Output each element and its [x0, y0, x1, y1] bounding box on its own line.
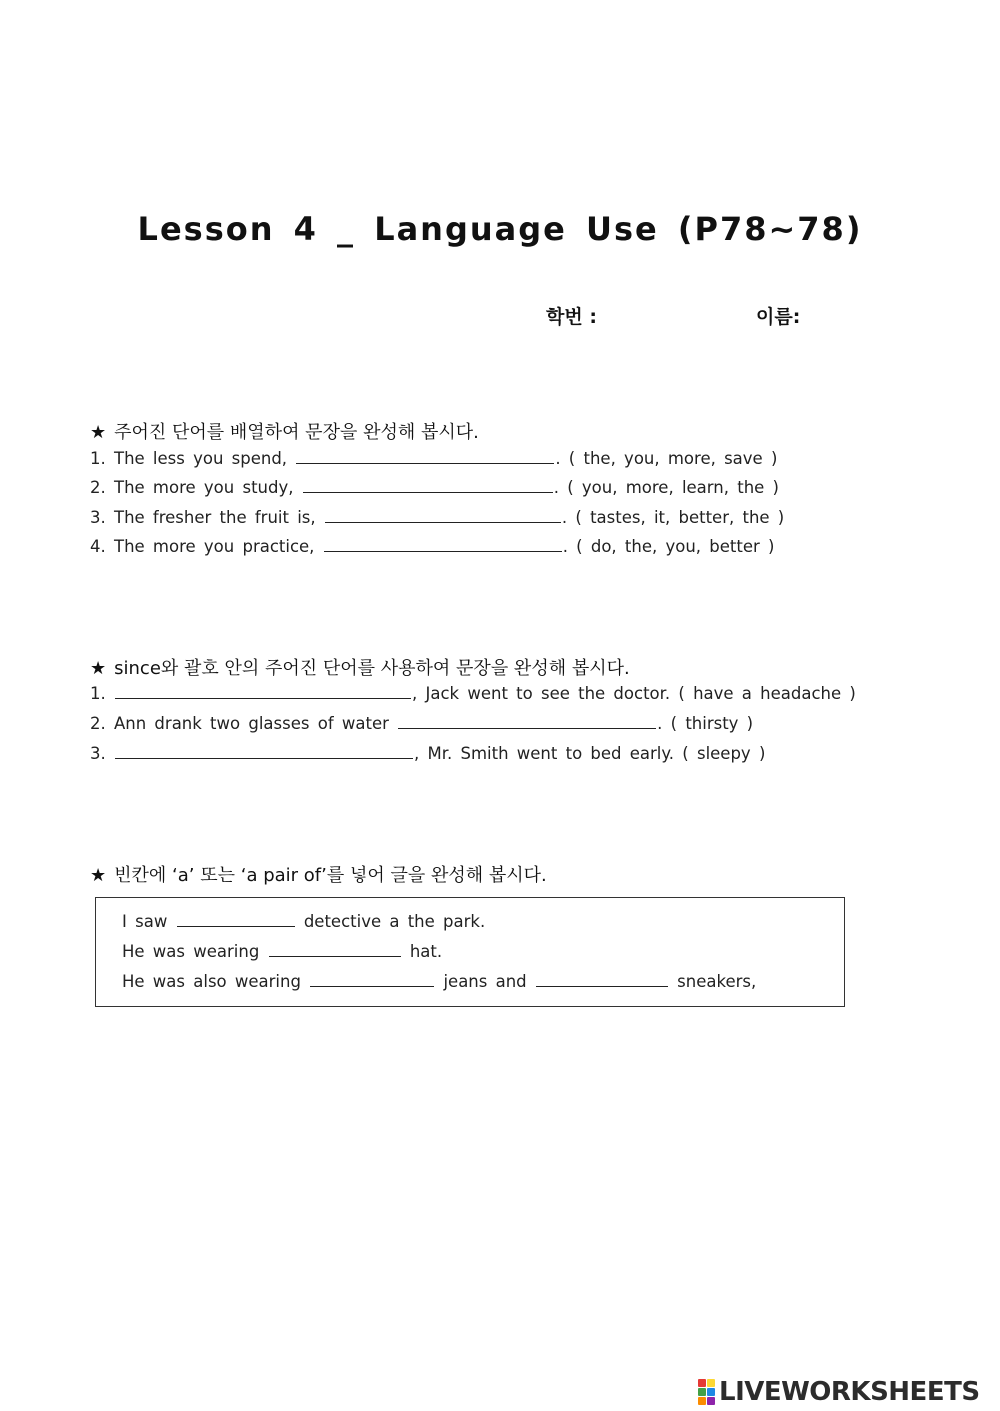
- passage-text: detective a the park.: [303, 912, 486, 931]
- student-name-label: 이름:: [756, 306, 801, 328]
- item-hint: , Jack went to see the doctor. ( have a headache ): [412, 684, 856, 703]
- answer-blank[interactable]: [310, 972, 434, 987]
- item-text: 3. The fresher the fruit is,: [90, 508, 316, 527]
- star-icon: ★: [90, 658, 107, 679]
- logo-text: LIVEWORKSHEETS: [719, 1377, 980, 1407]
- section2-heading-text: since와 괄호 안의 주어진 단어를 사용하여 문장을 완성해 봅시다.: [114, 658, 630, 679]
- passage-box: [95, 897, 845, 1007]
- passage-text: He was also wearing: [122, 972, 301, 991]
- item-hint: . ( you, more, learn, the ): [553, 478, 779, 497]
- section2-item-1: [90, 684, 856, 703]
- star-icon: ★: [90, 422, 107, 443]
- section1-item-2: [90, 478, 779, 497]
- item-text: 2. Ann drank two glasses of water: [90, 714, 389, 733]
- passage-line-1: [122, 912, 485, 931]
- section1-item-4: [90, 537, 774, 556]
- passage-line-3: [122, 972, 756, 991]
- passage-text: sneakers,: [677, 972, 757, 991]
- item-text: 2. The more you study,: [90, 478, 294, 497]
- item-hint: . ( thirsty ): [657, 714, 754, 733]
- answer-blank[interactable]: [303, 478, 553, 493]
- section2-item-2: [90, 714, 753, 733]
- passage-text: He was wearing: [122, 942, 260, 961]
- section2-item-3: [90, 744, 765, 763]
- item-hint: . ( the, you, more, save ): [555, 449, 778, 468]
- section2-heading: [90, 654, 630, 680]
- section1-heading: [90, 418, 479, 444]
- item-hint: . ( tastes, it, better, the ): [561, 508, 785, 527]
- answer-blank[interactable]: [398, 714, 656, 729]
- item-text: 1.: [90, 684, 106, 703]
- logo-mark-icon: [698, 1379, 715, 1405]
- answer-blank[interactable]: [115, 744, 413, 759]
- passage-text: hat.: [409, 942, 443, 961]
- passage-text: I saw: [122, 912, 168, 931]
- item-text: 4. The more you practice,: [90, 537, 315, 556]
- item-text: 3.: [90, 744, 106, 763]
- page-title: Lesson 4 _ Language Use (P78~78): [137, 210, 863, 248]
- item-hint: . ( do, the, you, better ): [562, 537, 775, 556]
- section3-heading-text: 빈칸에 ‘a’ 또는 ‘a pair of’를 넣어 글을 완성해 봅시다.: [114, 865, 547, 886]
- section1-item-1: [90, 449, 777, 468]
- student-id-label: 학번 :: [546, 306, 597, 328]
- section3-heading: [90, 861, 547, 887]
- item-hint: , Mr. Smith went to bed early. ( sleepy ): [414, 744, 766, 763]
- liveworksheets-logo: [698, 1378, 980, 1406]
- item-text: 1. The less you spend,: [90, 449, 288, 468]
- answer-blank[interactable]: [536, 972, 668, 987]
- section1-item-3: [90, 508, 784, 527]
- star-icon: ★: [90, 865, 107, 886]
- answer-blank[interactable]: [324, 537, 562, 552]
- passage-text: jeans and: [443, 972, 527, 991]
- answer-blank[interactable]: [115, 684, 411, 699]
- answer-blank[interactable]: [177, 912, 295, 927]
- section1-heading-text: 주어진 단어를 배열하여 문장을 완성해 봅시다.: [114, 422, 479, 443]
- answer-blank[interactable]: [296, 449, 554, 464]
- answer-blank[interactable]: [325, 508, 561, 523]
- passage-line-2: [122, 942, 442, 961]
- answer-blank[interactable]: [269, 942, 401, 957]
